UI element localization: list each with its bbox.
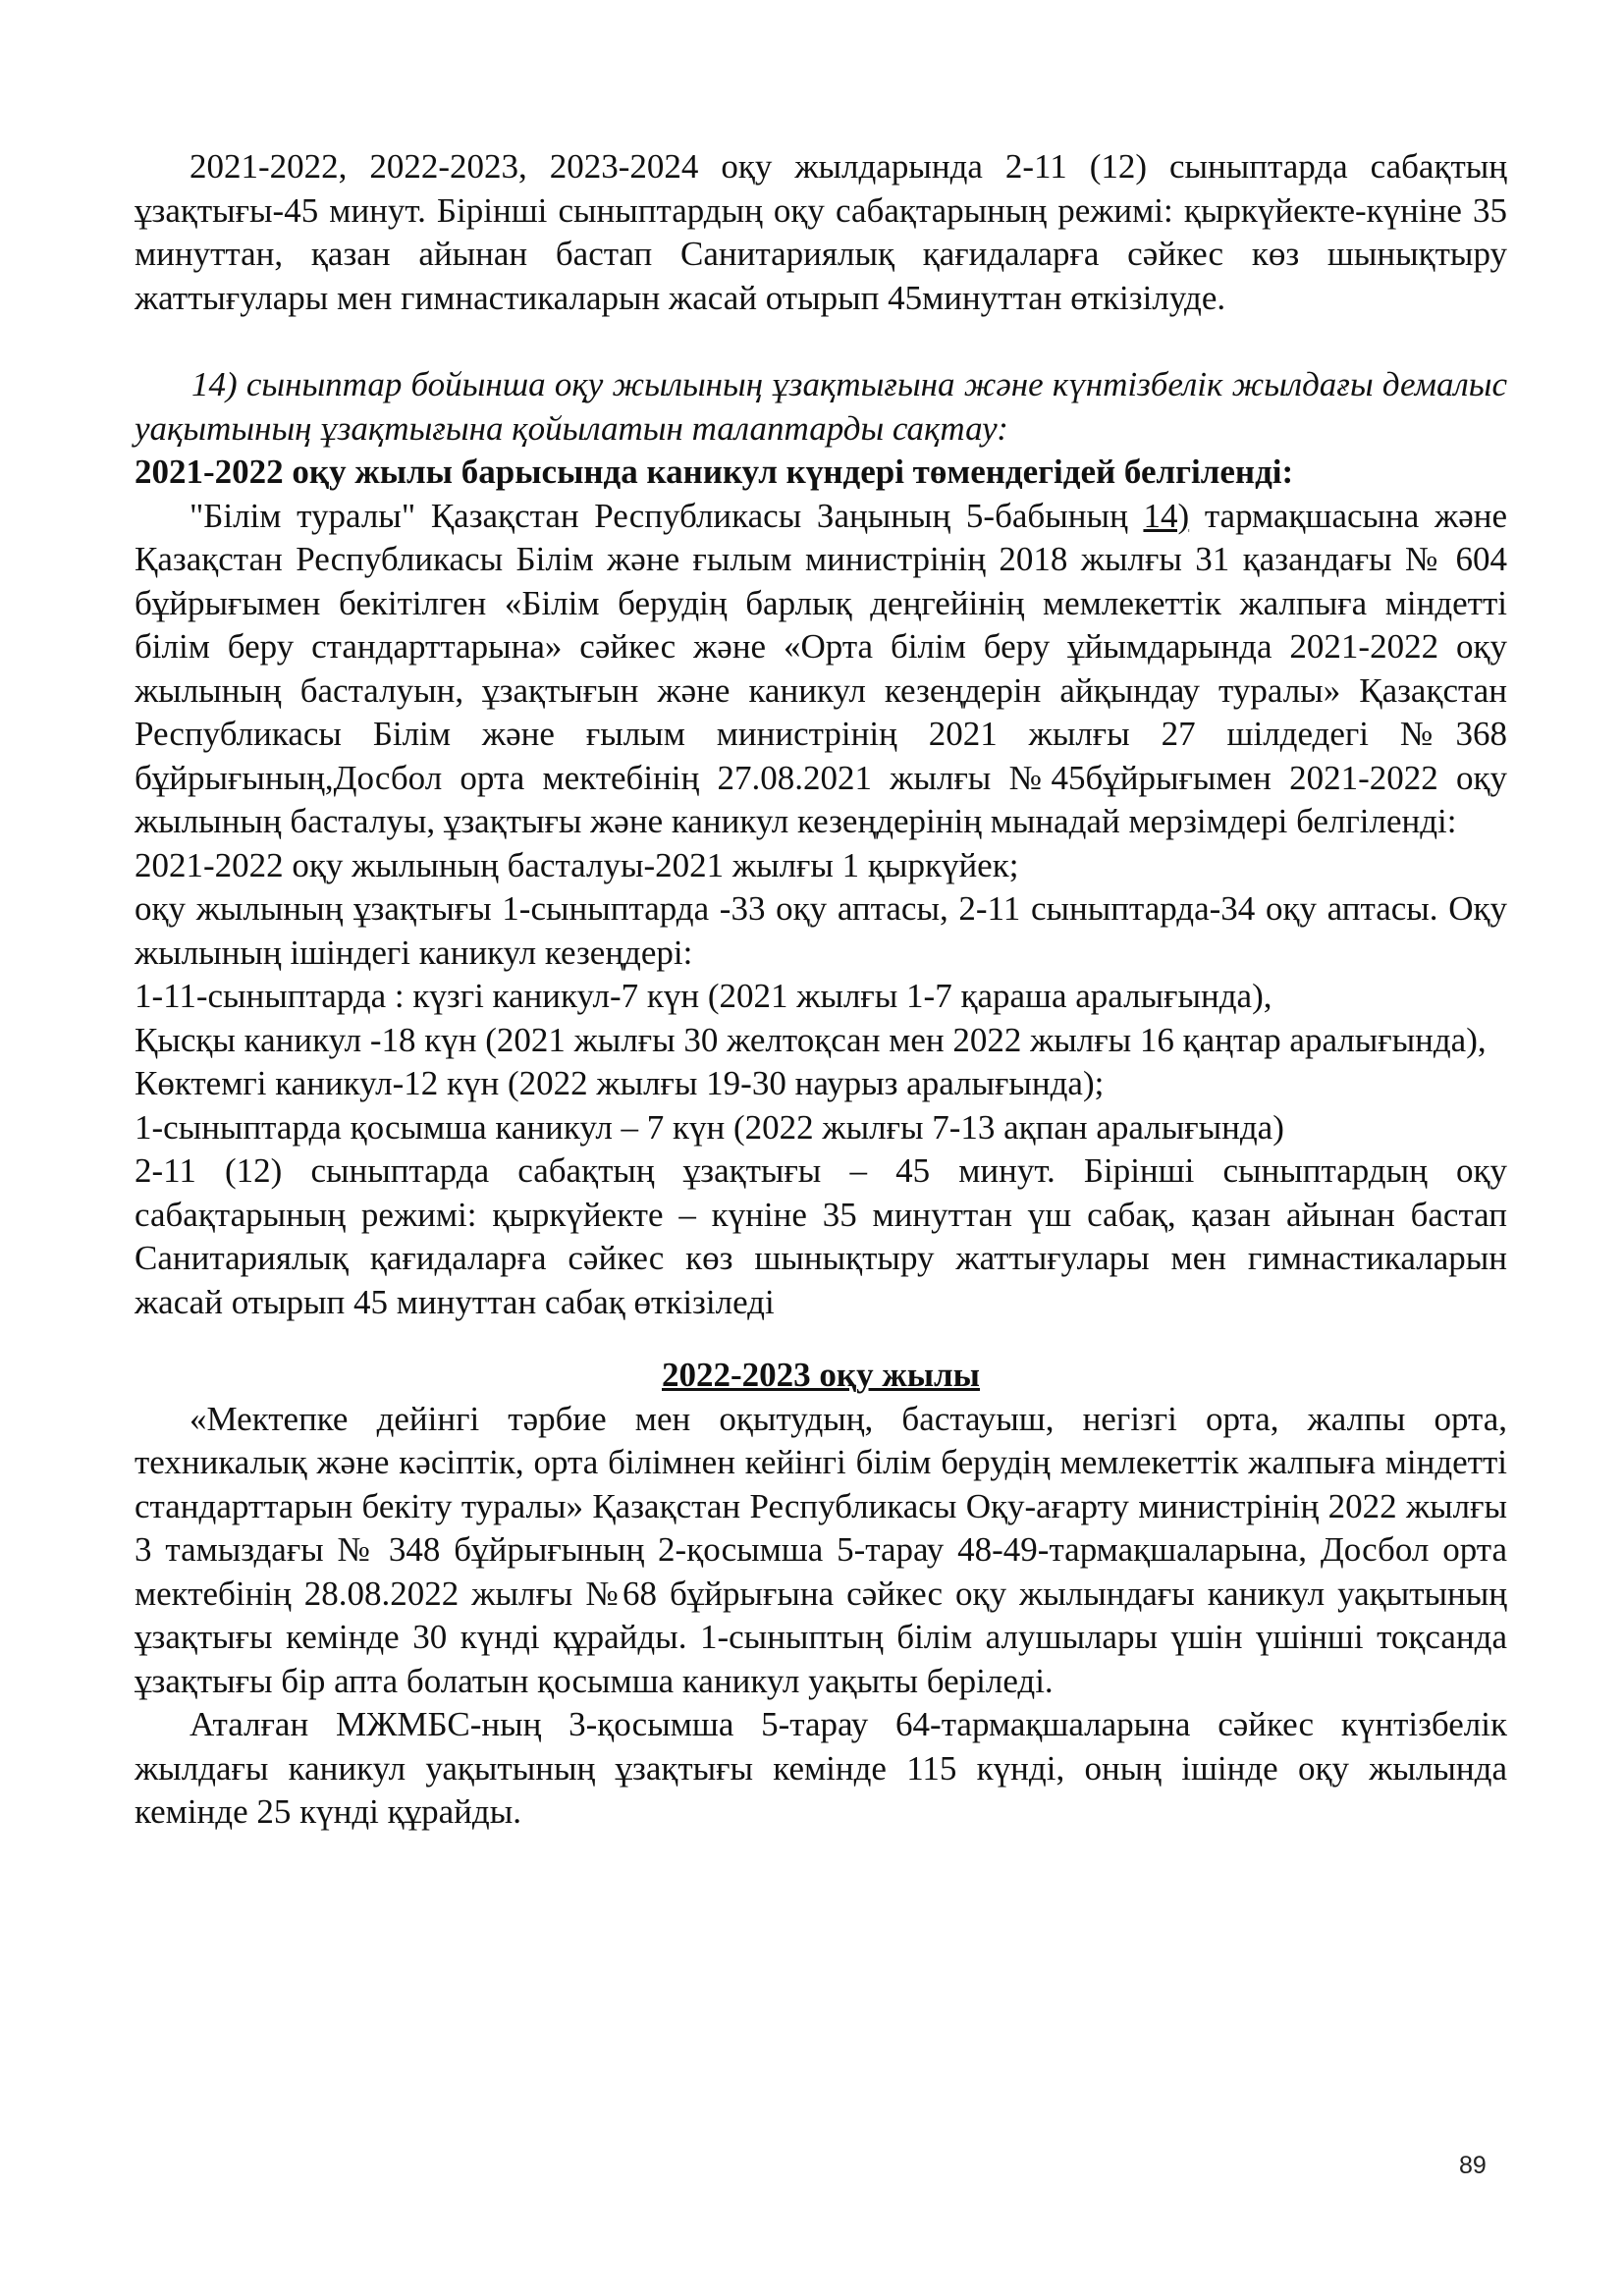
paragraph-lesson-mode: 2-11 (12) сыныптарда сабақтың ұзақтығы – 45 минут. Бірінші сыныптардың оқу сабақтарының режимі: қыркүйекте – күніне 35 минуттан үш сабақ, қазан айынан бастап Санитариялық қағидаларға сәйкес көз шынықтыру жаттығулары мен гимнастикаларын жасай отырып 45 минуттан сабақ өткізіледі: [135, 1151, 1507, 1321]
line-spring-holiday: Көктемгі каникул-12 күн (2022 жылғы 19-30 наурыз аралығында);: [135, 1064, 1105, 1102]
section-heading-2022-2023: 2022-2023 оқу жылы: [662, 1356, 980, 1394]
law-subparagraph-link[interactable]: 14): [1143, 496, 1190, 535]
line-autumn-holiday: 1-11-сыныптарда : күзгі каникул-7 күн (2021 жылғы 1-7 қараша аралығында),: [135, 977, 1272, 1015]
document-page: [135, 145, 1507, 1835]
spacer: [135, 320, 1507, 363]
line-extra-holiday: 1-сыныптарда қосымша каникул – 7 күн (2022 жылғы 7-13 ақпан аралығында): [135, 1107, 1284, 1147]
page-number: 89: [1459, 2152, 1487, 2179]
paragraph-law-reference: [135, 495, 1507, 844]
paragraph-lesson-duration: 2021-2022, 2022-2023, 2023-2024 оқу жылдарында 2-11 (12) сыныптарда сабақтың ұзақтығы-45 минут. Бірінші сыныптардың оқу сабақтарының режимі: қыркүйекте-күніне 35 минуттан, қазан айынан бастап Санитариялық қағидаларға сәйкес көз шынықтыру жаттығулары мен гимнастикаларын жасай отырып 45минуттан өткізілуде.: [135, 147, 1507, 317]
line-year-start: 2021-2022 оқу жылының басталуы-2021 жылғы 1 қыркүйек;: [135, 845, 1019, 884]
line-year-duration: оқу жылының ұзақтығы 1-сыныптарда -33 оқу аптасы, 2-11 сыныптарда-34 оқу аптасы. Оқу жылының ішіндегі каникул кезеңдері:: [135, 889, 1507, 972]
italic-requirement-heading: 14) сыныптар бойынша оқу жылының ұзақтығына және күнтізбелік жылдағы демалыс уақытының ұзақтығына қойылатын талаптарды сақтау:: [135, 365, 1507, 448]
bold-holidays-heading: 2021-2022 оқу жылы барысында каникул күндері төмендегідей белгіленді:: [135, 453, 1294, 491]
paragraph-standards-order: «Мектепке дейінгі тәрбие мен оқытудың, бастауыш, негізгі орта, жалпы орта, техникалық және кәсіптік, орта білімнен кейінгі білім берудің мемлекеттік жалпыға міндетті стандарттарын бекіту туралы» Қазақстан Республикасы Оқу-ағарту министрінің 2022 жылғы 3 тамыздағы № 348 бұйрығының 2-қосымша 5-тарау 48-49-тармақшаларына, Досбол орта мектебінің 28.08.2022 жылғы №68 бұйрығына сәйкес оқу жылындағы каникул уақытының ұзақтығы кемінде 30 күнді құрайды. 1-сыныптың білім алушылары үшін үшінші тоқсанда ұзақтығы бір апта болатын қосымша каникул уақыты беріледі.: [135, 1399, 1507, 1700]
law-reference-continuation: тармақшасына және Қазақстан Республикасы Білім және ғылым министрінің 2018 жылғы 31 қазандағы № 604 бұйрығымен бекітілген «Білім берудің барлық деңгейінің мемлекеттік жалпыға міндетті білім беру стандарттарына» сәйкес және «Орта білім беру ұйымдарында 2021-2022 оқу жылының басталуын, ұзақтығын және каникул кезеңдерін айқындау туралы» Қазақстан Республикасы Білім және ғылым министрінің 2021 жылғы 27 шілдедегі №368 бұйрығының,Досбол орта мектебінің 27.08.2021 жылғы №45бұйрығымен 2021-2022 оқу жылының басталуы, ұзақтығы және каникул кезеңдерінің мынадай мерзімдері белгіленді:: [135, 496, 1507, 840]
line-winter-holiday: Қысқы каникул -18 күн (2021 жылғы 30 желтоқсан мен 2022 жылғы 16 қаңтар аралығында),: [135, 1020, 1487, 1059]
spacer: [135, 1324, 1507, 1354]
paragraph-calendar-holidays: Аталған МЖМБС-ның 3-қосымша 5-тарау 64-тармақшаларына сәйкес күнтізбелік жылдағы каникул уақытының ұзақтығы кемінде 115 күнді, оның ішінде оқу жылында кемінде 25 күнді құрайды.: [135, 1705, 1507, 1831]
law-reference-text: "Білім туралы" Қазақстан Республикасы Заңының 5-бабының: [189, 496, 1144, 535]
